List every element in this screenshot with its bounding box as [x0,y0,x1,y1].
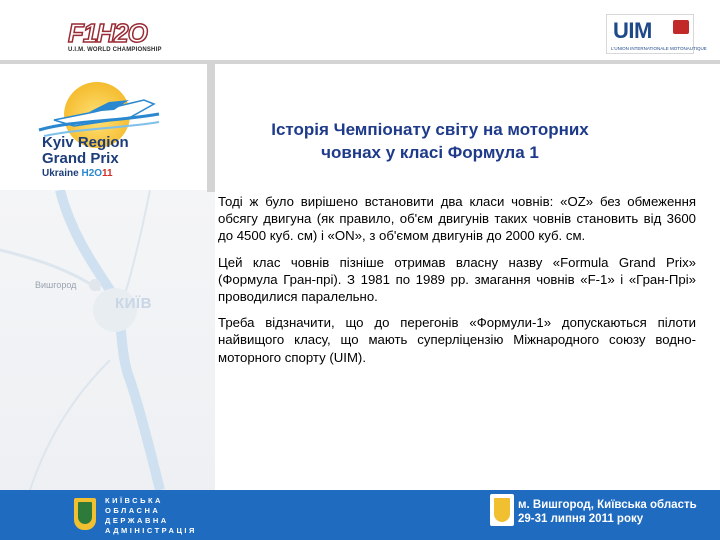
map-city-label: КИЇВ [115,295,152,312]
uim-logo [606,14,707,54]
map-graphic [0,190,215,490]
kyiv-region-grand-prix-logo [34,70,164,190]
body-paragraph-3: Треба відзначити, що до перегонів «Формули-1» допускаються пілоти найвищого класу, що мають суперліцензію Міжнародного союзу водно-моторного спорту (UIM). [218,315,696,365]
uim-flag-icon [673,20,689,34]
slide-title-line1: Історія Чемпіонату світу на моторних [271,120,589,139]
map-background [0,190,215,490]
event-logo-line2: Grand Prix [42,150,119,167]
uim-logo-subtitle: L'UNION INTERNATIONALE MOTONAUTIQUE [611,46,707,51]
f1h2o-logo-subtitle: U.I.M. WORLD CHAMPIONSHIP [68,47,162,53]
event-logo-country: Ukraine [42,168,82,179]
body-paragraph-1: Тоді ж було вирішено встановити два класи човнів: «OZ» без обмеження обсягу двигуна (як правило, об'єм двигунів таких човнів становить від 3600 до 4500 куб. см) і «ON», з об'ємом двигунів до 2000 куб. см. [218,194,696,244]
slide-body [218,193,696,375]
event-logo-line3 [42,168,113,179]
slide-title [230,118,630,164]
f1h2o-logo-word: F1H2O [68,18,147,48]
event-logo-year: 11 [102,168,113,179]
map-town-label: Вишгород [35,280,77,290]
event-location-place: м. Вишгород, Київська область [518,499,697,511]
event-location [518,498,697,526]
f1h2o-logo [68,18,168,58]
uim-logo-word: UIM [613,18,652,43]
header-divider [0,60,720,64]
logo-divider [207,62,215,192]
coat-of-arms-icon [74,498,96,530]
city-coat-of-arms-icon [490,494,514,526]
boat-icon [34,70,164,140]
regional-administration-label: КИЇВСЬКА ОБЛАСНА ДЕРЖАВНА АДМІНІСТРАЦІЯ [105,496,197,535]
event-location-dates: 29-31 липня 2011 року [518,513,644,525]
event-logo-line1: Kyiv Region [42,134,129,151]
slide-title-line2: човнах у класі Формула 1 [321,143,539,162]
event-logo-h2o: H2O [81,168,103,179]
body-paragraph-2: Цей клас човнів пізніше отримав власну назву «Formula Grand Prix» (Формула Гран-прі). З 1981 по 1989 рр. змагання човнів «F-1» і «Гран-Прі» проводилися паралельно. [218,254,696,305]
